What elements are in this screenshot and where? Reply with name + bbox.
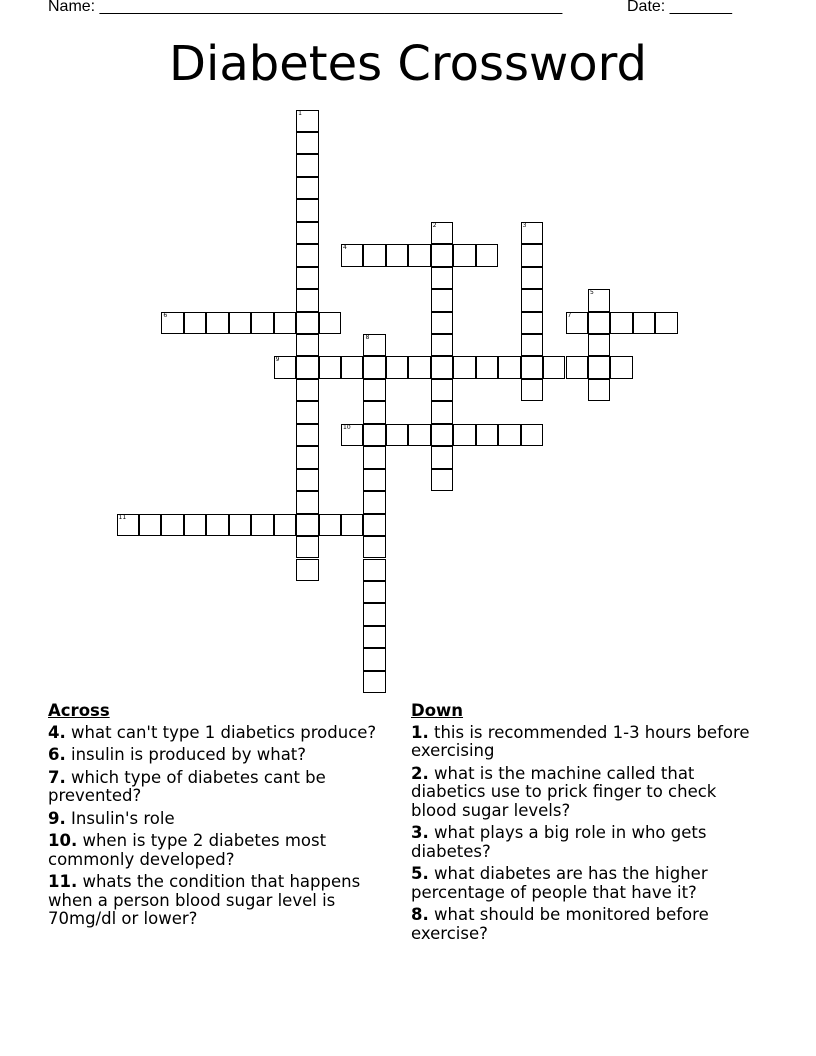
grid-cell[interactable] xyxy=(566,312,588,334)
clue-across-6 xyxy=(48,746,388,765)
grid-cell[interactable] xyxy=(363,581,385,603)
grid-cell[interactable] xyxy=(274,312,296,334)
clue-number-label: 4 xyxy=(343,244,347,252)
grid-cell[interactable] xyxy=(453,244,475,266)
grid-cell[interactable] xyxy=(431,222,453,244)
clue-number: 3. xyxy=(411,823,429,842)
clue-text: what can't type 1 diabetics produce? xyxy=(71,722,377,742)
grid-cell[interactable] xyxy=(588,312,610,334)
grid-cell[interactable] xyxy=(296,379,318,401)
clue-number-label: 5 xyxy=(589,289,594,297)
grid-cell[interactable] xyxy=(363,536,385,558)
clue-number-label: 6 xyxy=(163,311,168,319)
grid-cell[interactable] xyxy=(184,312,206,334)
clue-number-label: 3 xyxy=(522,221,527,229)
grid-cell[interactable] xyxy=(588,356,610,378)
grid-cell[interactable] xyxy=(296,222,318,244)
grid-cell[interactable] xyxy=(363,379,385,401)
clue-text: which type of diabetes cant be prevented? xyxy=(48,767,326,805)
grid-cell[interactable] xyxy=(319,514,341,536)
across-heading: Across xyxy=(48,701,110,720)
down-clues xyxy=(411,702,751,947)
grid-cell[interactable] xyxy=(341,244,363,266)
clue-number: 5. xyxy=(411,864,429,883)
clue-number: 7. xyxy=(48,767,66,787)
grid-cell[interactable] xyxy=(431,289,453,311)
grid-cell[interactable] xyxy=(139,514,161,536)
grid-cell[interactable] xyxy=(363,244,385,266)
grid-cell[interactable] xyxy=(274,356,296,378)
grid-cell[interactable] xyxy=(363,648,385,670)
grid-cell[interactable] xyxy=(521,222,543,244)
grid-cell[interactable] xyxy=(566,356,588,378)
grid-cell[interactable] xyxy=(296,154,318,176)
grid-cell[interactable] xyxy=(521,424,543,446)
grid-cell[interactable] xyxy=(296,491,318,513)
grid-cell[interactable] xyxy=(319,356,341,378)
down-heading: Down xyxy=(411,701,464,720)
grid-cell[interactable] xyxy=(431,401,453,423)
clue-down-5 xyxy=(411,865,751,902)
clue-text: when is type 2 diabetes most commonly developed? xyxy=(48,831,327,869)
grid-cell[interactable] xyxy=(296,514,318,536)
grid-cell[interactable] xyxy=(610,312,632,334)
clue-down-8 xyxy=(411,906,751,943)
grid-cell[interactable] xyxy=(476,356,498,378)
grid-cell[interactable] xyxy=(363,671,385,693)
grid-cell[interactable] xyxy=(386,356,408,378)
grid-cell[interactable] xyxy=(408,356,430,378)
grid-cell[interactable] xyxy=(274,514,296,536)
grid-cell[interactable] xyxy=(341,424,363,446)
grid-cell[interactable] xyxy=(117,514,139,536)
grid-cell[interactable] xyxy=(363,446,385,468)
name-field-label: Name: ____________________________________________________ xyxy=(48,0,563,15)
clue-number-label: 7 xyxy=(567,311,572,319)
clue-number-label: 10 xyxy=(343,423,351,431)
clue-down-1 xyxy=(411,724,751,761)
grid-cell[interactable] xyxy=(363,491,385,513)
grid-cell[interactable] xyxy=(296,177,318,199)
clue-number: 8. xyxy=(411,905,429,924)
grid-cell[interactable] xyxy=(655,312,677,334)
grid-cell[interactable] xyxy=(341,514,363,536)
grid-cell[interactable] xyxy=(363,603,385,625)
grid-cell[interactable] xyxy=(633,312,655,334)
clue-across-11 xyxy=(48,873,388,929)
grid-cell[interactable] xyxy=(453,424,475,446)
grid-cell[interactable] xyxy=(161,312,183,334)
grid-cell[interactable] xyxy=(431,379,453,401)
grid-cell[interactable] xyxy=(206,514,228,536)
clue-across-9 xyxy=(48,810,388,829)
grid-cell[interactable] xyxy=(296,424,318,446)
clue-number: 1. xyxy=(411,722,429,742)
grid-cell[interactable] xyxy=(251,312,273,334)
clue-number: 11. xyxy=(48,872,78,891)
clue-down-3 xyxy=(411,824,751,861)
grid-cell[interactable] xyxy=(341,356,363,378)
grid-cell[interactable] xyxy=(476,424,498,446)
grid-cell[interactable] xyxy=(251,514,273,536)
clue-number: 10. xyxy=(48,831,78,850)
clue-text: what is the machine called that diabetics use to prick finger to check blood sugar levels? xyxy=(411,763,717,820)
grid-cell[interactable] xyxy=(431,424,453,446)
grid-cell[interactable] xyxy=(386,244,408,266)
grid-cell[interactable] xyxy=(521,289,543,311)
clue-number-label: 8 xyxy=(365,334,370,341)
grid-cell[interactable] xyxy=(296,110,318,132)
grid-cell[interactable] xyxy=(408,244,430,266)
clue-text: Insulin's role xyxy=(71,808,175,828)
grid-cell[interactable] xyxy=(431,312,453,334)
clue-text: what should be monitored before exercise? xyxy=(411,905,709,943)
clue-text: what plays a big role in who gets diabetes? xyxy=(411,823,707,861)
grid-cell[interactable] xyxy=(543,356,565,378)
grid-cell[interactable] xyxy=(386,424,408,446)
clue-number: 9. xyxy=(48,808,66,828)
grid-cell[interactable] xyxy=(408,424,430,446)
clue-text: insulin is produced by what? xyxy=(71,745,307,764)
clue-text: this is recommended 1-3 hours before exercising xyxy=(411,722,750,760)
grid-cell[interactable] xyxy=(431,267,453,289)
grid-cell[interactable] xyxy=(363,559,385,581)
clue-down-2 xyxy=(411,765,751,821)
grid-cell[interactable] xyxy=(296,244,318,266)
grid-cell[interactable] xyxy=(229,514,251,536)
clue-text: what diabetes are has the higher percentage of people that have it? xyxy=(411,864,708,902)
clue-number-label: 1 xyxy=(298,109,302,117)
grid-cell[interactable] xyxy=(296,199,318,221)
grid-cell[interactable] xyxy=(610,356,632,378)
grid-cell[interactable] xyxy=(498,424,520,446)
clue-number: 6. xyxy=(48,745,66,764)
grid-cell[interactable] xyxy=(588,334,610,356)
grid-cell[interactable] xyxy=(363,401,385,423)
grid-cell[interactable] xyxy=(319,312,341,334)
clue-across-7 xyxy=(48,769,388,806)
grid-cell[interactable] xyxy=(296,446,318,468)
grid-cell[interactable] xyxy=(363,424,385,446)
clue-across-4 xyxy=(48,724,388,743)
grid-cell[interactable] xyxy=(363,626,385,648)
clue-text: whats the condition that happens when a person blood sugar level is 70mg/dl or lower? xyxy=(48,872,361,928)
clue-number: 4. xyxy=(48,722,66,742)
clue-number-label: 9 xyxy=(275,356,280,364)
grid-cell[interactable] xyxy=(521,244,543,266)
grid-cell[interactable] xyxy=(453,356,475,378)
date-field-label: Date: _______ xyxy=(627,0,732,15)
grid-cell[interactable] xyxy=(431,244,453,266)
grid-cell[interactable] xyxy=(296,469,318,491)
clue-number-label: 2 xyxy=(432,221,437,229)
grid-cell[interactable] xyxy=(588,289,610,311)
grid-cell[interactable] xyxy=(296,356,318,378)
page-title: Diabetes Crossword xyxy=(169,36,647,92)
grid-cell[interactable] xyxy=(521,379,543,401)
grid-cell[interactable] xyxy=(521,334,543,356)
grid-cell[interactable] xyxy=(296,536,318,558)
grid-cell[interactable] xyxy=(363,334,385,356)
grid-cell[interactable] xyxy=(296,289,318,311)
grid-cell[interactable] xyxy=(184,514,206,536)
grid-cell[interactable] xyxy=(363,356,385,378)
grid-cell[interactable] xyxy=(229,312,251,334)
grid-cell[interactable] xyxy=(296,312,318,334)
grid-cell[interactable] xyxy=(521,312,543,334)
grid-cell[interactable] xyxy=(521,356,543,378)
clue-number: 2. xyxy=(411,763,429,783)
grid-cell[interactable] xyxy=(206,312,228,334)
grid-cell[interactable] xyxy=(431,469,453,491)
grid-cell[interactable] xyxy=(296,334,318,356)
clue-across-10 xyxy=(48,832,388,869)
grid-cell[interactable] xyxy=(431,356,453,378)
grid-cell[interactable] xyxy=(521,267,543,289)
grid-cell[interactable] xyxy=(476,244,498,266)
grid-cell[interactable] xyxy=(363,514,385,536)
grid-cell[interactable] xyxy=(296,267,318,289)
grid-cell[interactable] xyxy=(431,446,453,468)
grid-cell[interactable] xyxy=(588,379,610,401)
grid-cell[interactable] xyxy=(498,356,520,378)
grid-cell[interactable] xyxy=(363,469,385,491)
clue-number-label: 11 xyxy=(118,513,127,521)
grid-cell[interactable] xyxy=(296,559,318,581)
grid-cell[interactable] xyxy=(431,334,453,356)
grid-cell[interactable] xyxy=(296,401,318,423)
across-clues xyxy=(48,702,388,933)
grid-cell[interactable] xyxy=(161,514,183,536)
grid-cell[interactable] xyxy=(296,132,318,154)
